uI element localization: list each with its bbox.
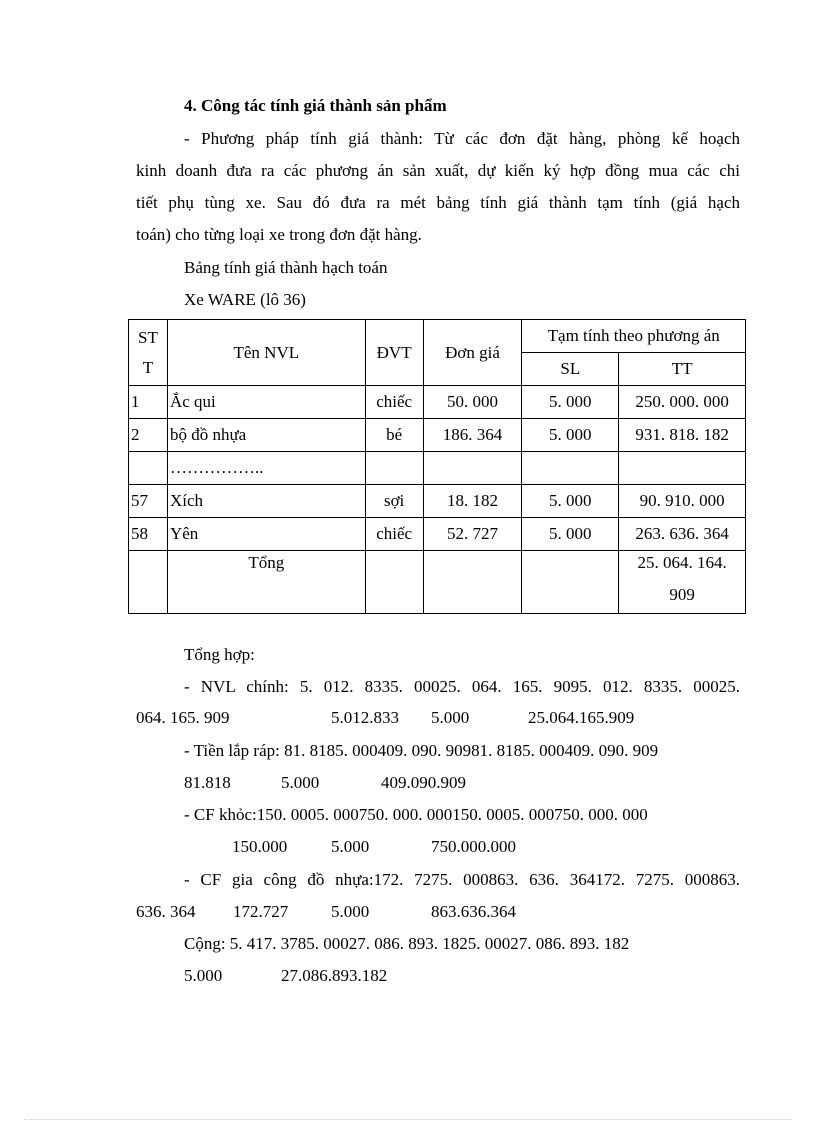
cell-stt: 1 bbox=[129, 386, 168, 419]
summary-lap-qty: 5.000 bbox=[281, 773, 320, 792]
summary-gc-price: 172.727 bbox=[233, 902, 289, 921]
summary-nvl-qty: 5.000 bbox=[431, 708, 470, 727]
cell-price: 50. 000 bbox=[423, 386, 522, 419]
table-subtitle: Xe WARE (lô 36) bbox=[184, 290, 306, 309]
summary-sum-total: 27.086.893.182 bbox=[281, 966, 388, 985]
intro-line-2: kinh doanh đưa ra các phương án sản xuất, dự kiến ký hợp đồng mua các chi bbox=[136, 161, 740, 180]
table-header-row bbox=[129, 320, 746, 353]
summary-cf-total: 750.000.000 bbox=[431, 837, 516, 856]
header-unit: ĐVT bbox=[365, 320, 423, 386]
intro-line-1: - Phương pháp tính giá thành: Từ các đơn đặt hàng, phòng kế hoạch bbox=[184, 129, 740, 148]
table-row bbox=[129, 386, 746, 419]
cell-qty: 5. 000 bbox=[522, 518, 619, 551]
table-title: Bảng tính giá thành hạch toán bbox=[184, 258, 388, 277]
summary-gc-total: 863.636.364 bbox=[431, 902, 516, 921]
summary-cf-line: - CF khỏc:150. 0005. 000750. 000. 000150. 0005. 000750. 000. 000 bbox=[184, 805, 648, 824]
table-row bbox=[129, 485, 746, 518]
table-row bbox=[129, 419, 746, 452]
cell-stt bbox=[129, 452, 168, 485]
intro-line-3: tiết phụ tùng xe. Sau đó đưa ra mét bảng tính giá thành tạm tính (giá hạch bbox=[136, 193, 740, 212]
cell-price bbox=[423, 452, 522, 485]
cell-qty bbox=[522, 452, 619, 485]
cell-unit: chiếc bbox=[365, 518, 423, 551]
cell-name: …………….. bbox=[167, 452, 365, 485]
cell-amount bbox=[619, 452, 746, 485]
cell-amount: 90. 910. 000 bbox=[619, 485, 746, 518]
cost-table bbox=[128, 319, 746, 614]
cell-stt: 58 bbox=[129, 518, 168, 551]
summary-nvl-total: 25.064.165.909 bbox=[528, 708, 635, 727]
total-label: Tổng bbox=[167, 551, 365, 614]
table-total-row bbox=[129, 551, 746, 614]
cell-name: Xích bbox=[167, 485, 365, 518]
summary-gc-line: - CF gia công đồ nhựa:172. 7275. 000863. 636. 364172. 7275. 000863. bbox=[184, 870, 740, 889]
cell-amount: 263. 636. 364 bbox=[619, 518, 746, 551]
summary-lap-price: 81.818 bbox=[184, 773, 231, 792]
header-stt: ST T bbox=[129, 320, 168, 386]
header-price: Đơn giá bbox=[423, 320, 522, 386]
cell-unit: sợi bbox=[365, 485, 423, 518]
cell-qty: 5. 000 bbox=[522, 485, 619, 518]
intro-line-4: toán) cho từng loại xe trong đơn đặt hàng. bbox=[136, 225, 422, 244]
cell-unit: bé bbox=[365, 419, 423, 452]
cell-unit: chiếc bbox=[365, 386, 423, 419]
summary-nvl-line: - NVL chính: 5. 012. 8335. 00025. 064. 165. 9095. 012. 8335. 00025. bbox=[184, 677, 740, 696]
summary-gc-qty: 5.000 bbox=[331, 902, 370, 921]
cell-amount: 250. 000. 000 bbox=[619, 386, 746, 419]
header-qty: SL bbox=[522, 353, 619, 386]
page-bottom-divider bbox=[24, 1119, 792, 1120]
cell-qty: 5. 000 bbox=[522, 419, 619, 452]
summary-cf-qty: 5.000 bbox=[331, 837, 370, 856]
cell-stt: 2 bbox=[129, 419, 168, 452]
summary-lap-line: - Tiền lắp ráp: 81. 8185. 000409. 090. 90981. 8185. 000409. 090. 909 bbox=[184, 741, 659, 760]
cell-name: Yên bbox=[167, 518, 365, 551]
summary-title: Tổng hợp: bbox=[184, 645, 255, 664]
header-amount: TT bbox=[619, 353, 746, 386]
summary-nvl-price: 5.012.833 bbox=[331, 708, 399, 727]
cell-name: Ắc qui bbox=[167, 386, 365, 419]
summary-lap-total: 409.090.909 bbox=[381, 773, 466, 792]
cell-price: 18. 182 bbox=[423, 485, 522, 518]
cell-name: bộ đồ nhựa bbox=[167, 419, 365, 452]
cell-price: 52. 727 bbox=[423, 518, 522, 551]
table-row bbox=[129, 452, 746, 485]
summary-sum-qty: 5.000 bbox=[184, 966, 223, 985]
section-heading: 4. Công tác tính giá thành sản phẩm bbox=[184, 96, 447, 115]
header-plan: Tạm tính theo phương án bbox=[522, 320, 746, 353]
cell-price: 186. 364 bbox=[423, 419, 522, 452]
summary-nvl-cont: 064. 165. 909 bbox=[136, 708, 230, 727]
summary-gc-cont: 636. 364 bbox=[136, 902, 196, 921]
summary-cf-price: 150.000 bbox=[232, 837, 288, 856]
total-amount: 25. 064. 164. 909 bbox=[619, 551, 746, 614]
cell-stt: 57 bbox=[129, 485, 168, 518]
cell-qty: 5. 000 bbox=[522, 386, 619, 419]
table-row bbox=[129, 518, 746, 551]
cell-unit bbox=[365, 452, 423, 485]
cell-amount: 931. 818. 182 bbox=[619, 419, 746, 452]
summary-sum-line: Cộng: 5. 417. 3785. 00027. 086. 893. 1825. 00027. 086. 893. 182 bbox=[184, 934, 630, 953]
header-name: Tên NVL bbox=[167, 320, 365, 386]
